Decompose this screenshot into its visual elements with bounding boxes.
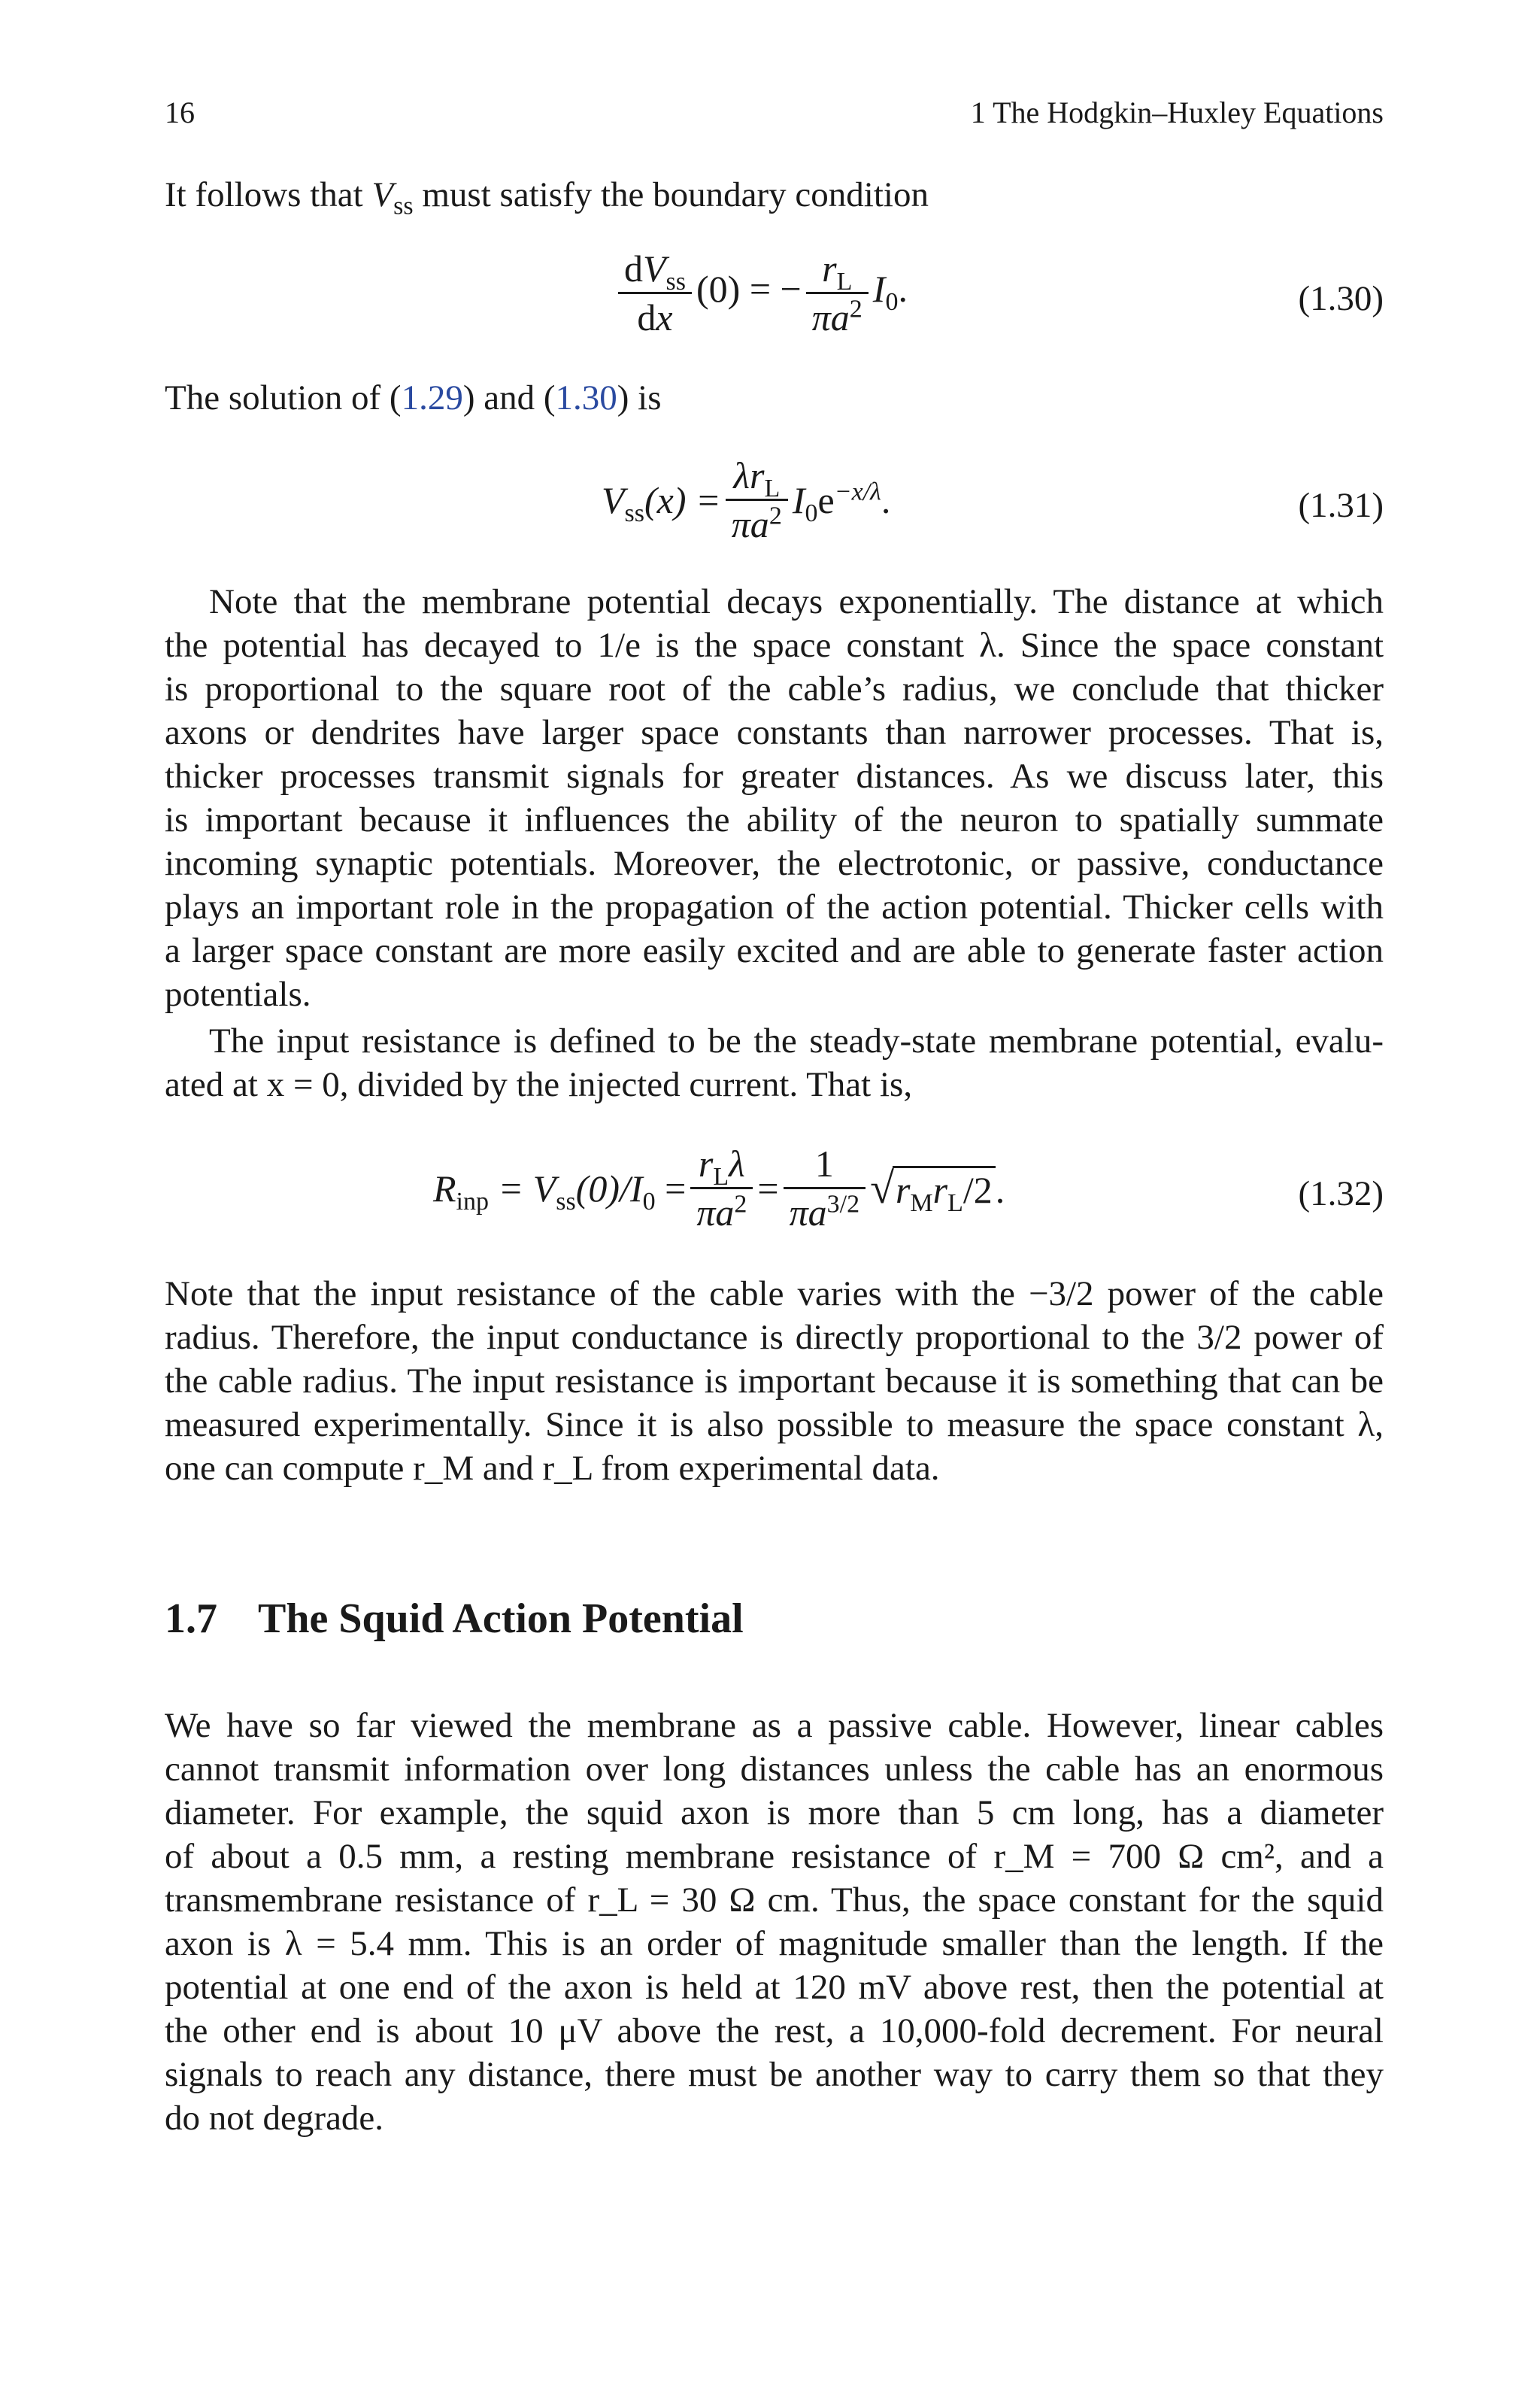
equation-number: (1.30) xyxy=(1298,279,1384,318)
section-number: 1.7 xyxy=(165,1595,217,1642)
equation-1-31: $V_{ss}(x)$ = $\frac{\lambda r_L}{\pi a^2}$ $I_0e^{-x/\lambda}$. (1.31) xyxy=(602,454,1384,545)
derivative-fraction: $\frac{dV_{ss}}{dx}$ xyxy=(618,248,692,338)
ratio-fraction: $\frac{r_L}{\pi a^2}$ xyxy=(806,248,869,338)
equation-ref-1-30[interactable]: 1.30 xyxy=(555,378,617,417)
equation-ref-1-29[interactable]: 1.29 xyxy=(401,378,463,417)
chapter-title: 1 The Hodgkin–Huxley Equations xyxy=(970,96,1384,129)
equation-number: (1.32) xyxy=(1298,1174,1384,1213)
equation-number: (1.31) xyxy=(1298,486,1384,525)
section-heading xyxy=(165,1595,744,1643)
solution-line: The solution of (1.29) and (1.30) is xyxy=(165,378,662,417)
book-page: 16 1 The Hodgkin–Huxley Equations It follows that $V_{ss}$ must satisfy the boundary condition $\frac{dV_{ss}}{dx}$ (0) = − $\frac{r_L}{\pi a^2}$ $I_0$. (1.30) The solution of (1.29) and (1.30) is $V_{ss}(x)$ = $\frac{\lambda r_L}{\pi a^2}$ $I_0e^{-x/\lambda}$. (1.31) Note that the membrane potential decays exponentially. The distance at which the potential has decayed to 1/e is the space constant λ. Since the space constant is proportional to the square root of the cable’s radius, we conclude that thicker axons or dendrites have larger space constants than narrower processes. That is, thicker processes transmit signals for greater distances. As we discuss later, this is important because it influences the ability of the neuron to spatially summate incoming synaptic potentials. Moreover, the electrotonic, or passive, conductance plays an important role in the propagation of the action potential. Thicker cells with a larger space constant are more easily excited and are able to generate faster action potentials. The input resistance is defined to be the steady-state membrane potential, evalu- ated at x = 0, divided by the injected current. That is, $R_{inp} = V_{ss}(0)/I_0$ = $\frac{r_L\lambda}{\pi a^2}$ = $\frac{1}{\pi a^{3/2}}$ $√r_Mr_L/2$. (1.32) Note that the input resistance of the cable varies with the −3/2 power of the cable radius. Therefore, the input conductance is directly proportional to the 3/2 power of the cable radius. The input resistance is important because it is something that can be measured experimentally. Since it is also possible to measure the space constant λ, one can compute r_M and r_L from experimental data. 1.7 The Squid Action Potential We have so far viewed the membrane as a passive cable. However, linear cables cannot transmit information over long distances unless the cable has an enormous diameter. For example, the squid axon is more than 5 cm long, has a diameter of about a 0.5 mm, a resting membrane resistance of r_M = 700 Ω cm², and a transmembrane resistance of r_L = 30 Ω cm. Thus, the space constant for the squid axon is λ = 5.4 mm. This is an order of magnitude smaller than the length. If the potential at one end of the axon is held at 120 mV above rest, then the potential at the other end is about 10 μV above the rest, a 10,000-fold decrement. For neural signals to reach any distance, there must be another way to carry them so that they do not degrade. xyxy=(0,0,1540,2404)
sqrt-body: $r_Mr_L/2$ xyxy=(893,1166,996,1212)
resistance-fraction-2: $\frac{1}{\pi a^{3/2}}$ xyxy=(784,1143,866,1233)
space-constant-fraction: $\frac{\lambda r_L}{\pi a^2}$ xyxy=(726,455,788,545)
sqrt-sign: √ xyxy=(870,1164,894,1213)
page-number: 16 xyxy=(165,96,195,129)
intro-line: It follows that $V_{ss}$ must satisfy the boundary condition xyxy=(165,175,929,220)
equation-1-30: $\frac{dV_{ss}}{dx}$ (0) = − $\frac{r_L}{\pi a^2}$ $I_0$. (1.30) xyxy=(0,248,1540,354)
equation-1-32: $R_{inp} = V_{ss}(0)/I_0$ = $\frac{r_L\lambda}{\pi a^2}$ = $\frac{1}{\pi a^{3/2}}$ $√r_Mr_L/2$. (1.32) xyxy=(433,1143,1384,1234)
running-head xyxy=(165,95,1384,131)
section-title: The Squid Action Potential xyxy=(258,1595,744,1642)
resistance-fraction-1: $\frac{r_L\lambda}{\pi a^2}$ xyxy=(690,1143,753,1233)
